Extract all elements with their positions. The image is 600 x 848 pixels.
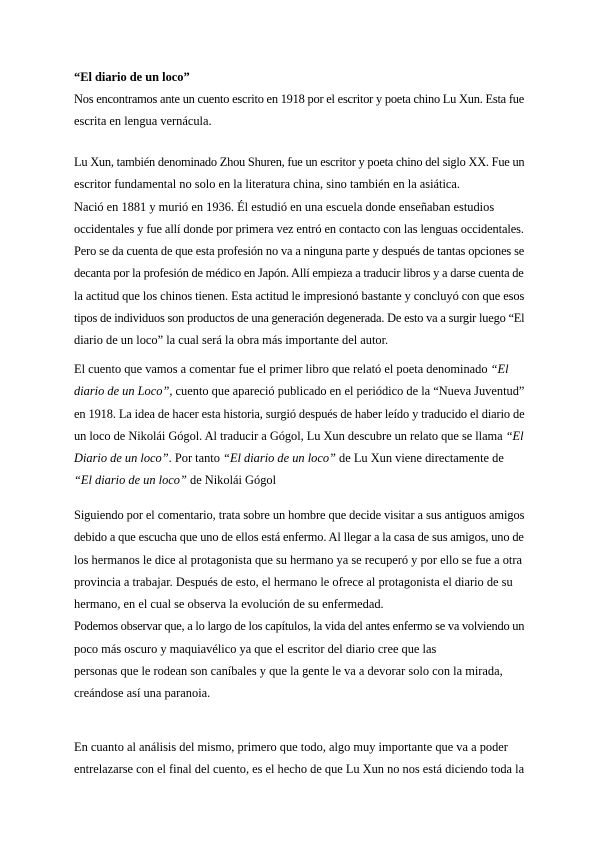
text-line: occidentales y fue allí donde por primera vez entró en contacto con las lenguas occidentales. bbox=[74, 221, 524, 236]
text-line: decanta por la profesión de médico en Japón. Allí empieza a traducir libros y a darse cuenta de bbox=[74, 266, 524, 281]
text-line: la actitud que los chinos tienen. Esta actitud le impresionó bastante y concluyó con que esos bbox=[74, 288, 525, 303]
text-run: El cuento que vamos a comentar fue el primer libro que relató el poeta denominado bbox=[74, 362, 491, 376]
text-line: los hermanos le dice al protagonista que su hermano ya se recuperó y por ello se fue a otra bbox=[74, 552, 522, 567]
text-line: poco más oscuro y maquiavélico ya que el escritor del diario cree que las bbox=[74, 641, 437, 656]
text-line: debido a que escucha que uno de ellos está enfermo. Al llegar a la casa de sus amigos, uno de bbox=[74, 530, 524, 545]
text-line: Pero se da cuenta de que esta profesión no va a ninguna parte y después de tantas opciones se bbox=[74, 244, 525, 259]
text-line: provincia a trabajar. Después de esto, el hermano le ofrece al protagonista el diario de su bbox=[74, 574, 513, 589]
text-run: cuento que apareció publicado en el periódico de la “Nueva Juventud” bbox=[172, 384, 525, 399]
text-line: Nos encontramos ante un cuento escrito en 1918 por el escritor y poeta chino Lu Xun. Esta fue bbox=[74, 92, 525, 106]
document-title: “El diario de un loco” bbox=[74, 70, 190, 84]
text-line: en 1918. La idea de hacer esta historia, surgió después de haber leído y traducido el diario de bbox=[74, 406, 525, 421]
text-line: diario de un loco” la cual será la obra más importante del autor. bbox=[74, 333, 389, 348]
text-line: En cuanto al análisis del mismo, primero que todo, algo muy importante que va a poder bbox=[74, 740, 508, 754]
italic-title-run: “El bbox=[490, 362, 509, 376]
paragraph-analysis bbox=[74, 736, 524, 781]
text-line bbox=[74, 469, 524, 491]
italic-title-run: diario de un Loco”, bbox=[74, 384, 173, 399]
italic-title-run: Diario de un loco” bbox=[74, 451, 169, 466]
italic-title-run: “El diario de un loco” bbox=[223, 451, 336, 466]
text-run: de Nikolái Gógol bbox=[186, 473, 277, 488]
text-line: Nació en 1881 y murió en 1936. Él estudió en una escuela donde enseñaban estudios bbox=[74, 199, 495, 214]
text-line: hermano, en el cual se observa la evolución de su enfermedad. bbox=[74, 597, 384, 612]
text-line: creándose así una paranoia. bbox=[74, 686, 211, 701]
italic-title-run: “El diario de un loco” bbox=[74, 473, 187, 488]
text-line bbox=[74, 380, 524, 402]
text-line: Lu Xun, también denominado Zhou Shuren, fue un escritor y poeta chino del siglo XX. Fue un bbox=[74, 155, 525, 169]
text-line: escritor fundamental no solo en la literatura china, sino también en la asiática. bbox=[74, 177, 461, 192]
text-line: entrelazarse con el final del cuento, es el hecho de que Lu Xun no nos está diciendo toda la bbox=[74, 762, 525, 777]
text-line bbox=[74, 425, 524, 447]
text-run: un loco de Nikolái Gógol. Al traducir a Gógol, Lu Xun descubre un relato que se llama bbox=[74, 428, 506, 443]
paragraph-intro bbox=[74, 88, 524, 133]
text-line bbox=[74, 358, 524, 380]
text-line: Siguiendo por el comentario, trata sobre un hombre que decide visitar a sus antiguos amigos bbox=[74, 508, 525, 522]
text-line bbox=[74, 447, 524, 469]
text-run: . Por tanto bbox=[168, 451, 224, 466]
paragraph-origin bbox=[74, 358, 524, 492]
paragraph-summary bbox=[74, 504, 524, 705]
text-line: Podemos observar que, a lo largo de los capítulos, la vida del antes enfermo se va volviendo un bbox=[74, 619, 525, 634]
paragraph-author bbox=[74, 151, 524, 352]
text-line: personas que le rodean son caníbales y que la gente le va a devorar solo con la mirada, bbox=[74, 664, 503, 679]
text-line: tipos de individuos son productos de una generación degenerada. De esto va a surgir luego “El bbox=[74, 311, 525, 326]
text-line: escrita en lengua vernácula. bbox=[74, 114, 212, 129]
document-title-block bbox=[74, 66, 524, 88]
text-run: de Lu Xun viene directamente de bbox=[335, 451, 504, 466]
italic-title-run: “El bbox=[505, 428, 524, 443]
